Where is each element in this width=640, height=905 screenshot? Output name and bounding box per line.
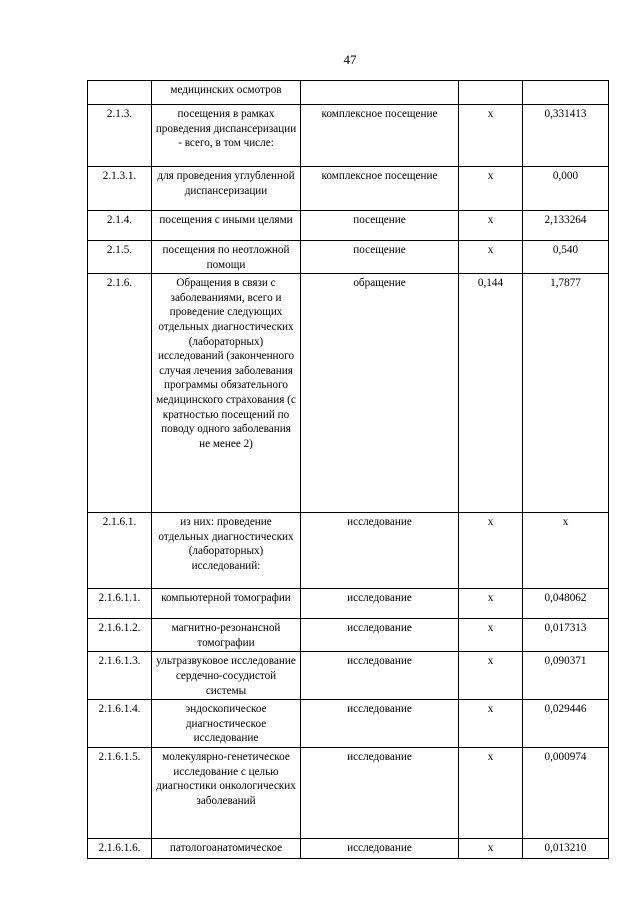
table-row	[88, 513, 609, 589]
row-name-cell: компьютерной томографии	[152, 589, 301, 619]
row-number-cell: 2.1.3.	[88, 105, 152, 167]
row-col4-cell: x	[459, 167, 523, 211]
row-unit-cell: посещение	[301, 241, 459, 274]
row-number-cell: 2.1.3.1.	[88, 167, 152, 211]
row-col5-cell: 0,331413	[523, 105, 609, 167]
row-number-cell: 2.1.6.1.5.	[88, 747, 152, 838]
row-number-cell: 2.1.6.1.1.	[88, 589, 152, 619]
table-row	[88, 274, 609, 513]
table-row	[88, 838, 609, 858]
row-name-cell: патологоанатомическое	[152, 838, 301, 858]
row-number-cell: 2.1.4.	[88, 211, 152, 241]
row-col4-cell: x	[459, 619, 523, 652]
row-unit-cell: исследование	[301, 838, 459, 858]
table-row	[88, 211, 609, 241]
row-number-cell: 2.1.5.	[88, 241, 152, 274]
row-col4-cell: x	[459, 652, 523, 700]
row-col4-cell: x	[459, 589, 523, 619]
table-row	[88, 652, 609, 700]
row-col4-cell: x	[459, 747, 523, 838]
row-name-cell: посещения по неотложной помощи	[152, 241, 301, 274]
row-name-cell: из них: проведение отдельных диагностических (лабораторных) исследований:	[152, 513, 301, 589]
row-unit-cell: исследование	[301, 619, 459, 652]
row-col5-cell: 0,000	[523, 167, 609, 211]
row-number-cell: 2.1.6.1.4.	[88, 700, 152, 748]
row-number-cell: 2.1.6.1.2.	[88, 619, 152, 652]
row-col5-cell: 2,133264	[523, 211, 609, 241]
row-name-cell: молекулярно-генетическое исследование с целью диагностики онкологических заболеваний	[152, 747, 301, 838]
row-col4-cell	[459, 81, 523, 105]
row-unit-cell: обращение	[301, 274, 459, 513]
row-number-cell: 2.1.6.1.	[88, 513, 152, 589]
row-col4-cell: x	[459, 211, 523, 241]
row-name-cell: посещения в рамках проведения диспансеризации - всего, в том числе:	[152, 105, 301, 167]
table-row	[88, 241, 609, 274]
row-number-cell: 2.1.6.1.3.	[88, 652, 152, 700]
row-name-cell: посещения с иными целями	[152, 211, 301, 241]
row-name-cell: магнитно-резонансной томографии	[152, 619, 301, 652]
row-col5-cell: 0,540	[523, 241, 609, 274]
table-row	[88, 105, 609, 167]
row-col4-cell: x	[459, 838, 523, 858]
row-number-cell: 2.1.6.	[88, 274, 152, 513]
row-unit-cell: комплексное посещение	[301, 167, 459, 211]
row-col5-cell: 0,090371	[523, 652, 609, 700]
row-name-cell: медицинских осмотров	[152, 81, 301, 105]
row-col4-cell: x	[459, 700, 523, 748]
table-row	[88, 700, 609, 748]
row-number-cell: 2.1.6.1.6.	[88, 838, 152, 858]
row-unit-cell: комплексное посещение	[301, 105, 459, 167]
row-col5-cell: 0,013210	[523, 838, 609, 858]
row-unit-cell: исследование	[301, 589, 459, 619]
table-row	[88, 619, 609, 652]
row-unit-cell: посещение	[301, 211, 459, 241]
row-number-cell	[88, 81, 152, 105]
row-col5-cell: 0,017313	[523, 619, 609, 652]
row-col5-cell: 0,048062	[523, 589, 609, 619]
row-unit-cell: исследование	[301, 747, 459, 838]
row-name-cell: ультразвуковое исследование сердечно-сосудистой системы	[152, 652, 301, 700]
row-name-cell: для проведения углубленной диспансеризации	[152, 167, 301, 211]
document-table	[87, 80, 609, 859]
row-unit-cell: исследование	[301, 700, 459, 748]
row-col5-cell	[523, 81, 609, 105]
row-unit-cell	[301, 81, 459, 105]
row-col5-cell: x	[523, 513, 609, 589]
row-col5-cell: 0,029446	[523, 700, 609, 748]
row-name-cell: эндоскопическое диагностическое исследование	[152, 700, 301, 748]
table-row	[88, 747, 609, 838]
row-col4-cell: 0,144	[459, 274, 523, 513]
table-row	[88, 589, 609, 619]
row-col4-cell: x	[459, 105, 523, 167]
row-col4-cell: x	[459, 241, 523, 274]
row-col4-cell: x	[459, 513, 523, 589]
row-unit-cell: исследование	[301, 513, 459, 589]
table-row	[88, 167, 609, 211]
row-col5-cell: 1,7877	[523, 274, 609, 513]
row-unit-cell: исследование	[301, 652, 459, 700]
row-name-cell: Обращения в связи с заболеваниями, всего и проведение следующих отдельных диагностических (лабораторных) исследований (законченного случая лечения заболевания программы обязательного медицинского страхования (с кратностью посещений по поводу одного заболевания не менее 2)	[152, 274, 301, 513]
row-col5-cell: 0,000974	[523, 747, 609, 838]
page-number: 47	[343, 52, 357, 67]
table-row	[88, 81, 609, 105]
